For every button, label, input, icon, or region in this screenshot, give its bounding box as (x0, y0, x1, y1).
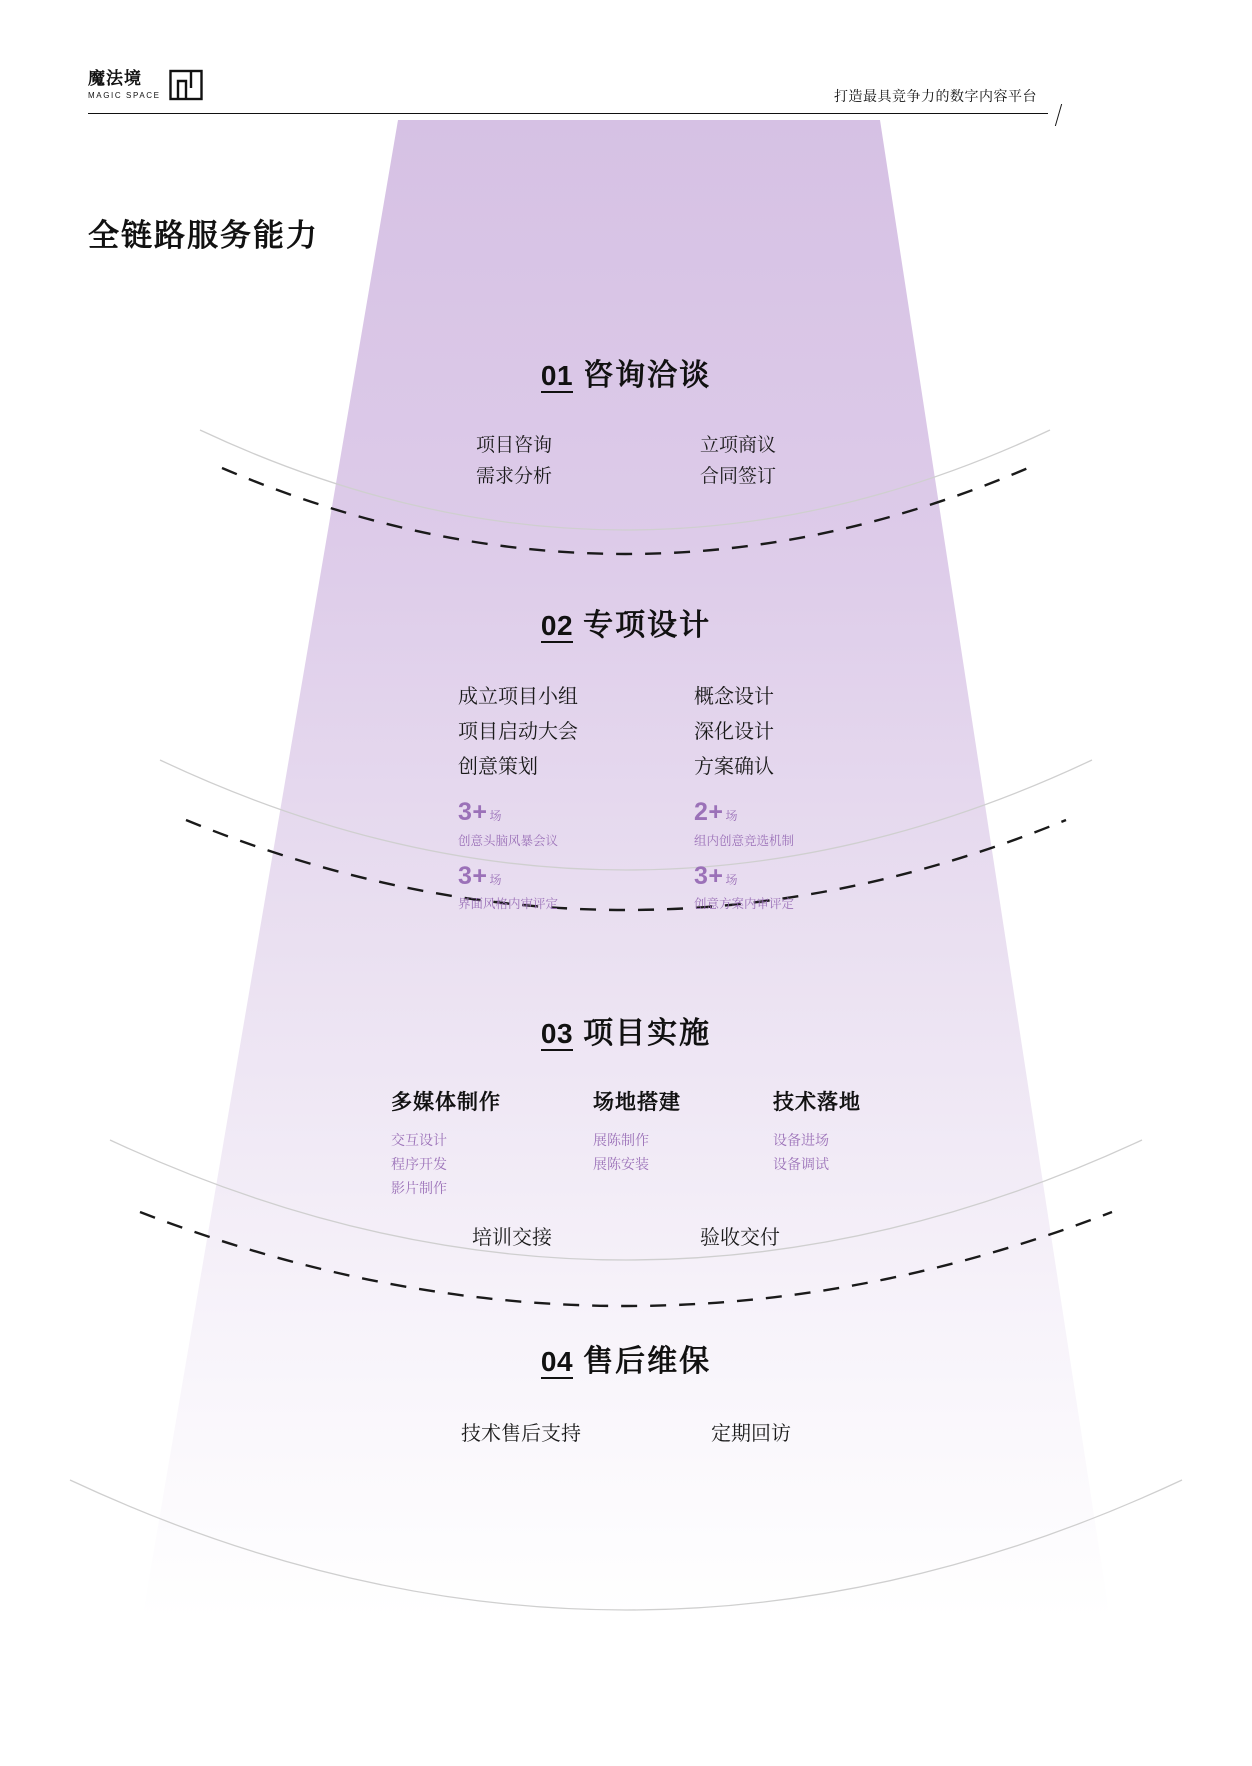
column-heading: 技术落地 (773, 1091, 861, 1114)
stage-04-column-2 (711, 1418, 791, 1451)
list-item: 培训交接 (472, 1227, 552, 1250)
list-item: 技术售后支持 (461, 1423, 581, 1445)
metric (694, 799, 794, 849)
stage-02-column-1-metrics (458, 799, 558, 926)
metric-number: 3+ (693, 861, 724, 890)
stage-02-name: 专项设计 (583, 609, 712, 642)
metric-unit: 场 (725, 809, 739, 823)
stage-03 (0, 1008, 1252, 1255)
metric-number: 2+ (693, 798, 724, 826)
list-item: 设备调试 (773, 1156, 829, 1173)
stage-01 (0, 350, 1252, 493)
metric (458, 799, 558, 849)
page-title: 全链路服务能力 (88, 218, 319, 253)
stage-03-heading (541, 1008, 711, 1052)
metric-label: 组内创意竞选机制 (693, 833, 794, 848)
list-item: 展陈安装 (593, 1156, 649, 1173)
list-item: 成立项目小组 (457, 686, 578, 708)
metric (458, 863, 558, 913)
stage-02-columns (0, 680, 1252, 926)
list-item: 合同签订 (700, 466, 777, 488)
brand-name-cn: 魔法境 (88, 69, 142, 88)
metric-value (694, 799, 794, 827)
list-item: 需求分析 (475, 466, 552, 488)
list-item: 深化设计 (693, 721, 774, 743)
list-item: 定期回访 (711, 1423, 791, 1445)
list-item: 展陈制作 (593, 1132, 649, 1148)
metric-unit: 场 (489, 809, 503, 823)
list-item: 概念设计 (693, 686, 774, 708)
stage-02 (0, 600, 1252, 926)
metric-value (458, 799, 558, 827)
column-heading: 多媒体制作 (391, 1091, 501, 1114)
list-item: 方案确认 (693, 756, 774, 778)
stage-03-columns (0, 1086, 1252, 1200)
stage-01-number: 01 (541, 361, 573, 393)
stage-03-column-tech (773, 1086, 861, 1176)
list-item: 影片制作 (391, 1180, 447, 1197)
list-item: 立项商议 (700, 435, 777, 456)
metric-label: 创意方案内审评定 (693, 897, 794, 911)
stage-04-columns (0, 1418, 1252, 1451)
stage-01-column-2 (700, 430, 776, 493)
stage-04-number: 04 (541, 1347, 573, 1379)
column-heading: 场地搭建 (593, 1091, 681, 1114)
metric-value (458, 863, 558, 891)
stage-04-column-1 (461, 1418, 581, 1451)
list-item: 创意策划 (457, 756, 538, 778)
metric-label: 界面风格内审评定 (457, 897, 558, 911)
stage-04-name: 售后维保 (583, 1345, 712, 1378)
brand-name-en: MAGIC SPACE (88, 91, 161, 100)
header-tagline: 打造最具竞争力的数字内容平台 (834, 88, 1037, 104)
stage-02-column-1 (458, 680, 578, 926)
metric-number: 3+ (457, 861, 488, 890)
list-item: 项目启动大会 (457, 721, 578, 743)
stage-03-number: 03 (541, 1019, 573, 1051)
stage-03-column-multimedia (391, 1086, 501, 1200)
stage-01-heading (541, 350, 711, 394)
stage-01-column-1 (476, 430, 552, 493)
stage-03-name: 项目实施 (583, 1017, 712, 1050)
list-item: 项目咨询 (475, 435, 552, 456)
stage-04-heading (541, 1336, 711, 1380)
metric-unit: 场 (725, 872, 739, 887)
metric-label: 创意头脑风暴会议 (457, 833, 558, 848)
stage-01-name: 咨询洽谈 (583, 359, 712, 392)
list-item: 验收交付 (700, 1227, 780, 1250)
stage-03-column-venue (593, 1086, 681, 1176)
stage-04 (0, 1336, 1252, 1451)
stage-03-footer (0, 1222, 1252, 1255)
list-item: 交互设计 (391, 1132, 447, 1148)
metric-value (694, 863, 794, 891)
stage-02-number: 02 (541, 611, 573, 643)
list-item: 设备进场 (773, 1132, 829, 1148)
stage-01-columns (0, 430, 1252, 493)
metric-number: 3+ (457, 798, 488, 826)
list-item: 程序开发 (391, 1156, 447, 1173)
stage-02-heading (541, 600, 711, 644)
metric-unit: 场 (489, 872, 503, 887)
metric (694, 863, 794, 913)
stage-02-column-2-metrics (694, 799, 794, 926)
stage-02-column-2 (694, 680, 794, 926)
